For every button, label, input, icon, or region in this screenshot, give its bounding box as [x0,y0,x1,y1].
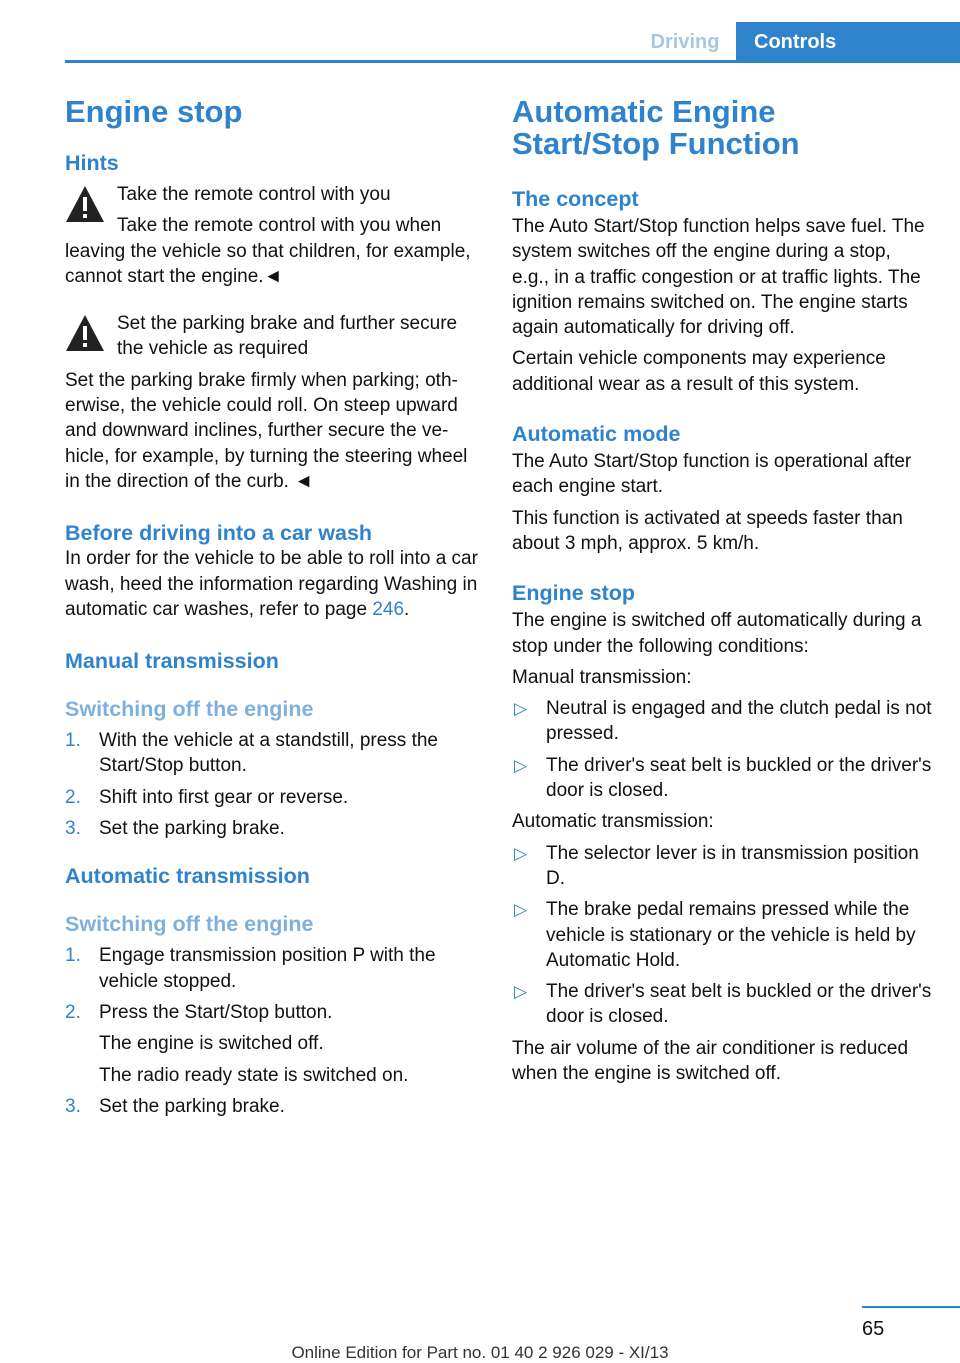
start-stop-title: Automatic Engine Start/Stop Function [512,94,800,161]
list-item: ▷ The selector lever is in transmission position D. [514,842,919,889]
list-item: 1. Engage transmission position P with the vehicle stopped. [65,945,436,992]
engine-stop-heading: Engine stop [512,581,636,606]
automatic-transmission-heading: Automatic transmission [65,864,310,889]
warning-parking-brake [65,311,480,362]
warning-triangle-icon [65,184,105,224]
footer-rule [862,1306,960,1308]
list-item: ▷ The brake pedal remains pressed while the vehicle is stationary or the vehicle is held by Automatic Hold. [514,899,916,971]
triangle-right-bullet-icon: ▷ [514,755,528,775]
list-item: ▷ Neutral is engaged and the clutch pedal is not pressed. [514,698,932,745]
automatic-conditions-list [512,841,932,1030]
header-rule [65,60,960,63]
auto-steps-list [65,943,480,1119]
closing-paragraph: The air volume of the air conditioner is reduced when the engine is switched off. [512,1037,909,1085]
manual-conditions-list [512,696,932,803]
warning-triangle-icon [65,313,105,353]
car-wash-body: In order for the vehicle to be able to roll into a car wash, heed the information regarding Washing in automatic car washes, refer to page 246. [65,548,478,620]
concept-heading: The concept [512,187,639,211]
warning-title: Take the remote control with you [117,184,391,205]
triangle-right-bullet-icon: ▷ [514,699,528,719]
list-item: 2. Shift into first gear or reverse. [65,786,349,808]
list-item: ▷ The driver's seat belt is buckled or the driver's door is closed. [514,981,932,1028]
warning-body: Set the parking brake firmly when parking; otherwise, the vehicle could roll. On steep upward and downward inclines, further secure the vehicle, for example, by turning the steering wheel in the direction of the curb. ◄ [65,369,468,492]
automatic-mode-paragraph: The Auto Start/Stop function is operational after each engine start. [512,451,912,498]
warning-body: Take the remote control with you when leaving the vehicle so that children, for example, cannot start the engine.◄ [65,215,471,287]
engine-stop-paragraph: The engine is switched off automatically during a stop under the following conditions: [512,610,922,657]
tab-controls[interactable]: Controls [736,22,960,60]
manual-transmission-heading: Manual transmission [65,649,279,674]
manual-transmission-label: Manual transmission: [512,666,692,688]
page-number: 65 [862,1318,885,1340]
list-item: 1. With the vehicle at a standstill, press the Start/Stop button. [65,730,438,777]
right-column [512,96,932,1086]
left-column [65,96,480,1125]
warning-title: Set the parking brake and further secure the vehicle as required [117,313,458,360]
triangle-right-bullet-icon: ▷ [514,900,528,920]
automatic-transmission-label: Automatic transmission: [512,811,714,833]
list-item: 3. Set the parking brake. [65,1095,285,1117]
car-wash-heading: Before driving into a car wash [65,521,373,546]
automatic-mode-paragraph: This function is activated at speeds faster than about 3 mph, approx. 5 km/h. [512,507,903,554]
warning-remote-control [65,182,480,207]
concept-paragraph: The Auto Start/Stop function helps save fuel. The system switches off the engine during a stop, e.g., in a traffic congestion or at traffic lights. The ignition remains switched on. The engine starts again automatically for driving off. [512,216,925,339]
triangle-right-bullet-icon: ▷ [514,843,528,863]
list-item: 2. Press the Start/Stop button. The engine is switched off. The radio ready state is switched on. [65,1001,409,1086]
switching-off-heading: Switching off the engine [65,912,314,937]
automatic-mode-heading: Automatic mode [512,422,681,447]
list-item: ▷ The driver's seat belt is buckled or the driver's door is closed. [514,754,932,802]
engine-stop-title: Engine stop [65,94,243,129]
manual-steps-list [65,728,480,841]
triangle-right-bullet-icon: ▷ [514,982,528,1002]
hints-heading: Hints [65,151,119,175]
list-item: 3. Set the parking brake. [65,818,285,840]
tab-driving[interactable]: Driving [650,31,720,53]
edition-note: Online Edition for Part no. 01 40 2 926 029 - XI/13 [291,1343,669,1362]
concept-paragraph: Certain vehicle components may experience additional wear as a result of this system. [512,348,886,395]
switching-off-heading: Switching off the engine [65,697,314,722]
page-reference-link[interactable]: 246 [372,598,405,620]
